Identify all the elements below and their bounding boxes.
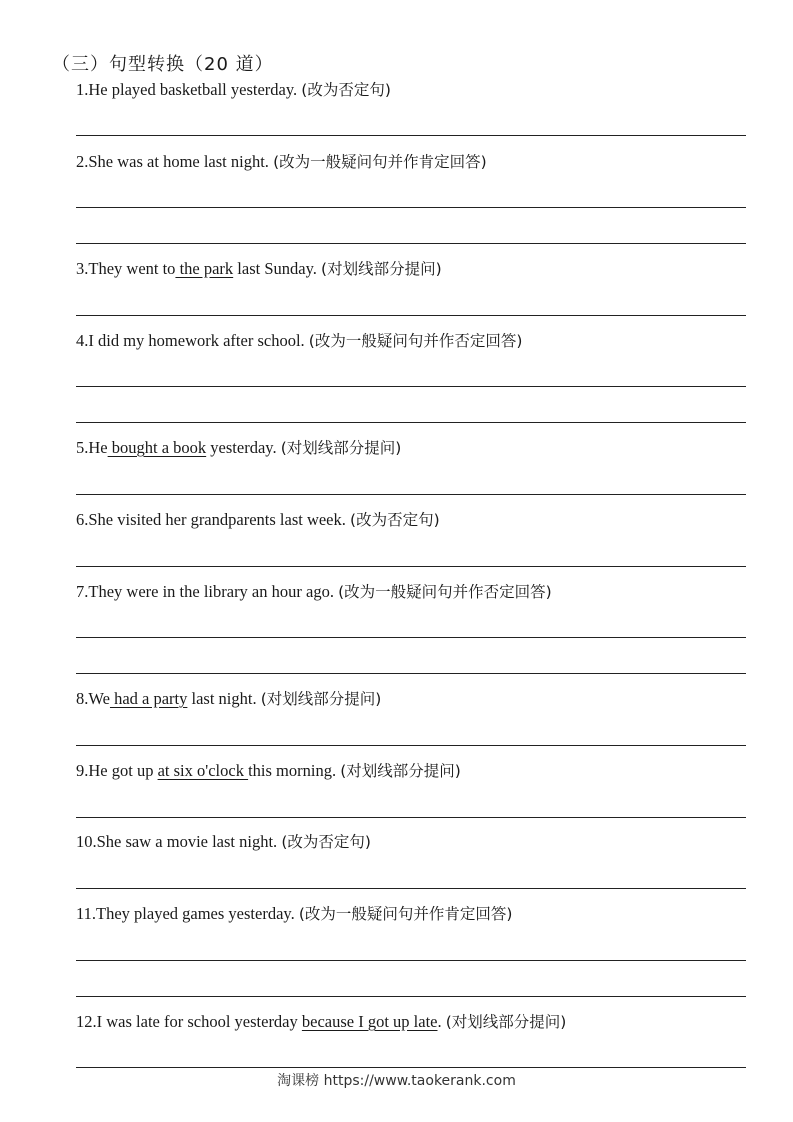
question-6: 6.She visited her grandparents last week. (改为否定句) (76, 510, 440, 529)
answer-line[interactable] (76, 566, 746, 567)
footer-watermark: 淘课榜 https://www.taokerank.com (277, 1073, 516, 1089)
question-11: 11.They played games yesterday. (改为一般疑问句并作肯定回答) (76, 904, 513, 923)
question-3: 3.They went to the park last Sunday. (对划线部分提问) (76, 259, 442, 278)
answer-line[interactable] (76, 1067, 746, 1068)
question-1: 1.He played basketball yesterday. (改为否定句) (76, 80, 391, 99)
answer-line[interactable] (76, 745, 746, 746)
answer-line[interactable] (76, 996, 746, 997)
answer-line[interactable] (76, 386, 746, 387)
question-10: 10.She saw a movie last night. (改为否定句) (76, 832, 371, 851)
question-2: 2.She was at home last night. (改为一般疑问句并作肯定回答) (76, 152, 487, 171)
question-4: 4.I did my homework after school. (改为一般疑问句并作否定回答) (76, 331, 523, 350)
answer-line[interactable] (76, 637, 746, 638)
section-title: （三）句型转换（20 道） (52, 54, 274, 75)
answer-line[interactable] (76, 817, 746, 818)
answer-line[interactable] (76, 494, 746, 495)
answer-line[interactable] (76, 888, 746, 889)
question-8: 8.We had a party last night. (对划线部分提问) (76, 689, 382, 708)
answer-line[interactable] (76, 960, 746, 961)
answer-line[interactable] (76, 673, 746, 674)
question-12: 12.I was late for school yesterday because I got up late. (对划线部分提问) (76, 1012, 567, 1031)
question-9: 9.He got up at six o'clock this morning. (对划线部分提问) (76, 761, 461, 780)
answer-line[interactable] (76, 135, 746, 136)
answer-line[interactable] (76, 315, 746, 316)
question-5: 5.He bought a book yesterday. (对划线部分提问) (76, 438, 402, 457)
question-7: 7.They were in the library an hour ago. (改为一般疑问句并作否定回答) (76, 582, 552, 601)
answer-line[interactable] (76, 422, 746, 423)
answer-line[interactable] (76, 243, 746, 244)
answer-line[interactable] (76, 207, 746, 208)
